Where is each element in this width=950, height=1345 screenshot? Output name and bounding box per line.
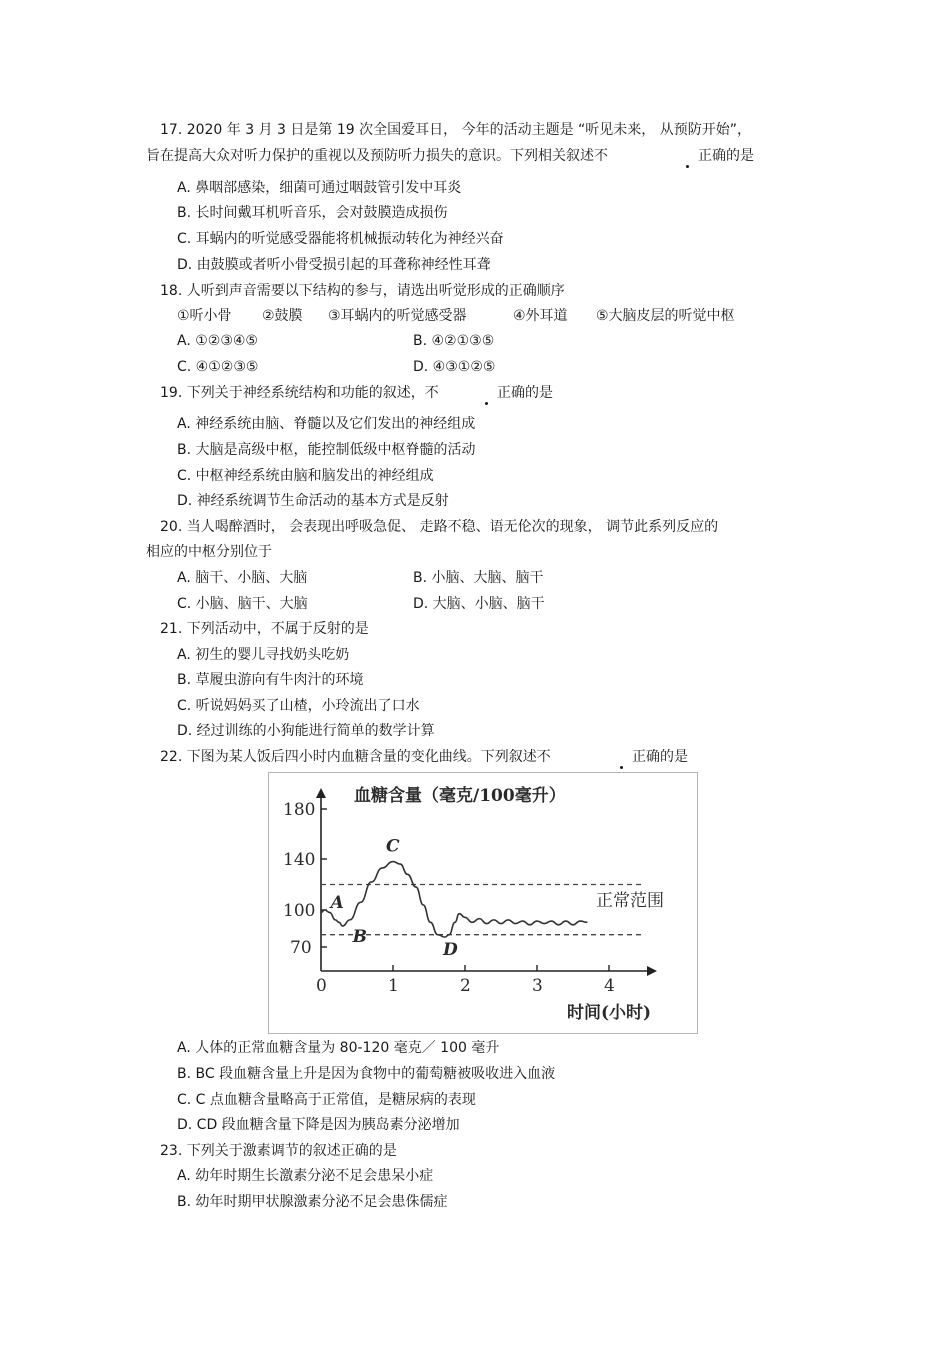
normal-range-label: 正常范围 — [596, 891, 664, 911]
chart-series — [321, 862, 587, 938]
q18-item-4: ④外耳道 — [513, 308, 568, 324]
q18-option-d: D. ④③①②⑤ — [413, 359, 496, 375]
x-axis-arrow — [647, 966, 657, 976]
q21-stem: 21. 下列活动中，不属于反射的是 — [160, 621, 369, 637]
blood-sugar-curve — [321, 862, 587, 938]
q18-item-1: ①听小骨 — [177, 308, 232, 324]
x-tick-label: 0 — [316, 976, 327, 996]
q21-option-a: A. 初生的婴儿寻找奶头吃奶 — [177, 647, 350, 663]
q17-option-a: A. 鼻咽部感染，细菌可通过咽鼓管引发中耳炎 — [177, 180, 462, 196]
y-tick-label: 70 — [290, 938, 312, 958]
q23-option-a: A. 幼年时期生长激素分泌不足会患呆小症 — [177, 1168, 434, 1184]
chart-point-labels — [329, 837, 458, 961]
q22-option-a: A. 人体的正常血糖含量为 80-120 毫克／ 100 毫升 — [177, 1040, 500, 1056]
y-tick-label: 100 — [283, 901, 316, 921]
q20-option-a: A. 脑干、小脑、大脑 — [177, 570, 308, 586]
q22-option-c: C. C 点血糖含量略高于正常值，是糖尿病的表现 — [177, 1092, 476, 1108]
emphasis-dot — [620, 766, 623, 769]
q22-stem: 22. 下图为某人饭后四小时内血糖含量的变化曲线。下列叙述不 — [160, 749, 551, 765]
x-tick-label: 4 — [604, 976, 615, 996]
q20-option-b: B. 小脑、大脑、脑干 — [413, 570, 544, 586]
chart-canvas — [269, 773, 697, 1033]
q17-stem-end: 正确的是 — [698, 148, 754, 164]
q17-stem-line2: 旨在提高大众对听力保护的重视以及预防听力损失的意识。下列相关叙述不 — [146, 148, 608, 164]
q19-option-d: D. 神经系统调节生命活动的基本方式是反射 — [177, 493, 449, 509]
q21-option-b: B. 草履虫游向有牛肉汁的环境 — [177, 672, 364, 688]
q19-stem-end: 正确的是 — [497, 385, 553, 401]
q23-option-b: B. 幼年时期甲状腺激素分泌不足会患侏儒症 — [177, 1194, 448, 1210]
q18-item-3: ③耳蜗内的听觉感受器 — [328, 308, 467, 324]
emphasis-dot — [686, 165, 689, 168]
y-tick-label: 140 — [283, 850, 316, 870]
q19-option-c: C. 中枢神经系统由脑和脑发出的神经组成 — [177, 468, 434, 484]
q18-option-c: C. ④①②③⑤ — [177, 359, 259, 375]
q18-stem: 18. 人听到声音需要以下结构的参与，请选出听觉形成的正确顺序 — [160, 283, 565, 299]
normal-range-lines — [321, 885, 641, 935]
q17-stem-line1: 17. 2020 年 3 月 3 日是第 19 次全国爱耳日， 今年的活动主题是 “听见未来， 从预防开始”， — [160, 122, 751, 138]
point-label-b: B — [352, 927, 367, 948]
q18-option-b: B. ④②①③⑤ — [413, 333, 495, 349]
chart-title: 血糖含量（毫克/100毫升） — [354, 786, 566, 806]
emphasis-dot — [485, 402, 488, 405]
q22-option-b: B. BC 段血糖含量上升是因为食物中的葡萄糖被吸收进入血液 — [177, 1066, 556, 1082]
q17-option-b: B. 长时间戴耳机听音乐，会对鼓膜造成损伤 — [177, 205, 448, 221]
q19-option-a: A. 神经系统由脑、脊髓以及它们发出的神经组成 — [177, 416, 476, 432]
q17-option-c: C. 耳蜗内的听觉感受器能将机械振动转化为神经兴奋 — [177, 231, 504, 247]
x-tick-label: 2 — [460, 976, 471, 996]
y-axis-arrow — [316, 788, 326, 798]
q17-option-d: D. 由鼓膜或者听小骨受损引起的耳聋称神经性耳聋 — [177, 257, 491, 273]
q19-stem: 19. 下列关于神经系统结构和功能的叙述，不 — [160, 385, 439, 401]
q18-item-2: ②鼓膜 — [262, 308, 303, 324]
y-tick-label: 180 — [283, 800, 316, 820]
q19-option-b: B. 大脑是高级中枢，能控制低级中枢脊髓的活动 — [177, 442, 476, 458]
q20-stem-line2: 相应的中枢分别位于 — [146, 544, 272, 560]
point-label-d: D — [443, 940, 458, 961]
q18-option-a: A. ①②③④⑤ — [177, 333, 258, 349]
x-axis-label: 时间(小时) — [567, 1003, 652, 1023]
x-tick-label: 3 — [532, 976, 543, 996]
blood-sugar-chart — [268, 772, 698, 1034]
q20-option-d: D. 大脑、小脑、脑干 — [413, 596, 545, 612]
q21-option-d: D. 经过训练的小狗能进行简单的数学计算 — [177, 723, 435, 739]
q20-stem-line1: 20. 当人喝醉酒时， 会表现出呼吸急促、 走路不稳、语无伦次的现象， 调节此系列反应的 — [160, 519, 719, 535]
q23-stem: 23. 下列关于激素调节的叙述正确的是 — [160, 1143, 397, 1159]
x-tick-label: 1 — [388, 976, 399, 996]
q20-option-c: C. 小脑、脑干、大脑 — [177, 596, 308, 612]
point-label-a: A — [330, 893, 344, 913]
q18-item-5: ⑤大脑皮层的听觉中枢 — [596, 308, 735, 324]
q22-stem-end: 正确的是 — [632, 749, 688, 765]
q22-option-d: D. CD 段血糖含量下降是因为胰岛素分泌增加 — [177, 1117, 460, 1133]
point-label-c: C — [386, 836, 400, 857]
q21-option-c: C. 听说妈妈买了山楂，小玲流出了口水 — [177, 698, 420, 714]
